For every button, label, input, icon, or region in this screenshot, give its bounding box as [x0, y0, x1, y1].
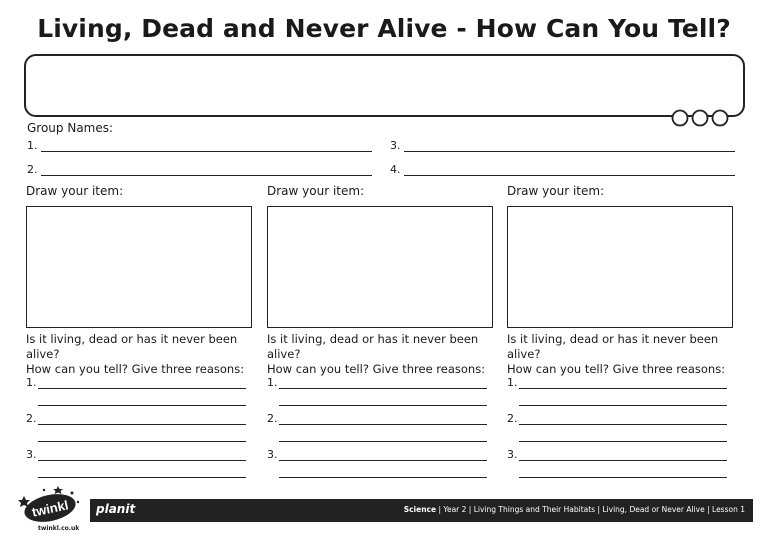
reason-number: 2.	[267, 412, 278, 425]
write-line[interactable]	[519, 461, 727, 478]
draw-item-label: Draw your item:	[267, 184, 365, 198]
twinkl-url: twinkl.co.uk	[38, 525, 80, 532]
draw-item-box[interactable]	[267, 206, 493, 328]
question-line-1: Is it living, dead or has it never been alive?	[267, 332, 479, 361]
write-line[interactable]	[279, 379, 487, 389]
question-line-1: Is it living, dead or has it never been alive?	[507, 332, 719, 361]
reason-number: 1.	[267, 376, 278, 389]
footer-details: | Year 2 | Living Things and Their Habitats | Living, Dead or Never Alive | Lesson 1	[436, 505, 745, 514]
reason-number: 3.	[26, 448, 37, 461]
title-box[interactable]	[24, 54, 745, 117]
group-name-line-3[interactable]	[390, 139, 735, 152]
item-column-3	[507, 184, 735, 461]
question-text	[26, 332, 254, 377]
write-line[interactable]	[38, 461, 246, 478]
question-line-1: Is it living, dead or has it never been alive?	[26, 332, 238, 361]
draw-item-box[interactable]	[507, 206, 733, 328]
twinkl-logo	[14, 484, 90, 528]
planit-logo: planit	[96, 502, 136, 516]
write-line[interactable]	[38, 425, 246, 442]
write-line[interactable]	[404, 166, 735, 176]
reason-number: 3.	[507, 448, 518, 461]
question-text	[267, 332, 495, 377]
reason-1[interactable]	[507, 376, 727, 406]
draw-item-box[interactable]	[26, 206, 252, 328]
write-line[interactable]	[519, 425, 727, 442]
question-line-2: How can you tell? Give three reasons:	[267, 362, 486, 376]
draw-item-label: Draw your item:	[507, 184, 605, 198]
item-column-2	[267, 184, 495, 461]
question-line-2: How can you tell? Give three reasons:	[26, 362, 245, 376]
draw-item-label: Draw your item:	[26, 184, 124, 198]
reason-2[interactable]	[26, 412, 246, 442]
page-title: Living, Dead and Never Alive - How Can You Tell?	[37, 14, 731, 43]
reason-number: 2.	[507, 412, 518, 425]
footer-subject: Science	[403, 505, 437, 514]
write-line[interactable]	[519, 389, 727, 406]
reason-3[interactable]	[26, 448, 246, 478]
write-line[interactable]	[519, 451, 727, 461]
write-line[interactable]	[404, 142, 735, 152]
reason-3[interactable]	[507, 448, 727, 478]
write-line[interactable]	[38, 415, 246, 425]
reason-1[interactable]	[267, 376, 487, 406]
write-line[interactable]	[38, 379, 246, 389]
write-line[interactable]	[279, 425, 487, 442]
line-number: 2.	[27, 163, 38, 176]
write-line[interactable]	[279, 415, 487, 425]
reason-1[interactable]	[26, 376, 246, 406]
write-line[interactable]	[279, 461, 487, 478]
line-number: 3.	[390, 139, 401, 152]
footer-info	[404, 505, 745, 514]
write-line[interactable]	[41, 142, 372, 152]
question-text	[507, 332, 735, 377]
reason-number: 1.	[26, 376, 37, 389]
reason-3[interactable]	[267, 448, 487, 478]
thought-bubble-circles	[670, 108, 730, 128]
line-number: 4.	[390, 163, 401, 176]
footer-bar	[90, 499, 753, 522]
line-number: 1.	[27, 139, 38, 152]
group-name-line-4[interactable]	[390, 163, 735, 176]
question-line-2: How can you tell? Give three reasons:	[507, 362, 726, 376]
item-column-1	[26, 184, 254, 461]
reason-number: 1.	[507, 376, 518, 389]
write-line[interactable]	[519, 415, 727, 425]
reason-number: 3.	[267, 448, 278, 461]
write-line[interactable]	[38, 389, 246, 406]
twinkl-logo-text: twinkl	[30, 497, 70, 520]
write-line[interactable]	[38, 451, 246, 461]
write-line[interactable]	[279, 389, 487, 406]
group-names-label: Group Names:	[27, 121, 114, 135]
reason-2[interactable]	[267, 412, 487, 442]
write-line[interactable]	[279, 451, 487, 461]
reason-number: 2.	[26, 412, 37, 425]
group-name-line-1[interactable]	[27, 139, 372, 152]
reason-2[interactable]	[507, 412, 727, 442]
write-line[interactable]	[41, 166, 372, 176]
write-line[interactable]	[519, 379, 727, 389]
group-name-line-2[interactable]	[27, 163, 372, 176]
